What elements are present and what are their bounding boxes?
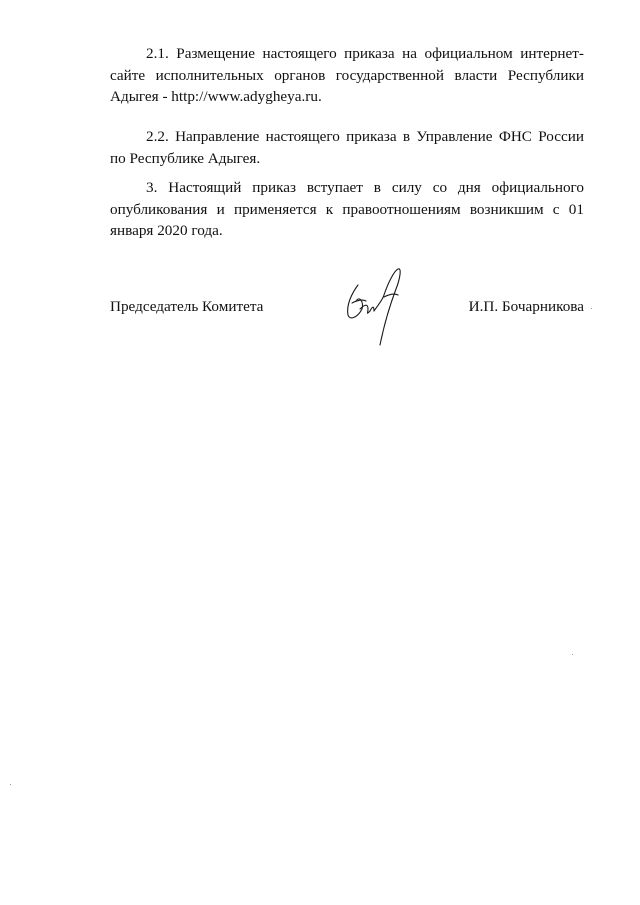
paragraph-2-1: 2.1. Размещение настоящего приказа на официальном интернет-сайте исполнительных органов государственной власти Республики Адыгея - http://www.adygheya.ru. — [110, 45, 584, 105]
position-title: Председатель Комитета — [110, 298, 264, 315]
scan-speck — [10, 784, 11, 785]
paragraph-2-2: 2.2. Направление настоящего приказа в Управление ФНС России по Республике Адыгея. — [110, 128, 584, 167]
handwritten-signature — [338, 265, 408, 350]
scan-speck — [572, 654, 573, 655]
paragraph-3: 3. Настоящий приказ вступает в силу со дня официального опубликования и применяется к правоотношениям возникшим с 01 января 2020 года. — [110, 179, 584, 239]
scan-speck — [591, 308, 592, 309]
signer-name: И.П. Бочарникова — [468, 298, 584, 315]
